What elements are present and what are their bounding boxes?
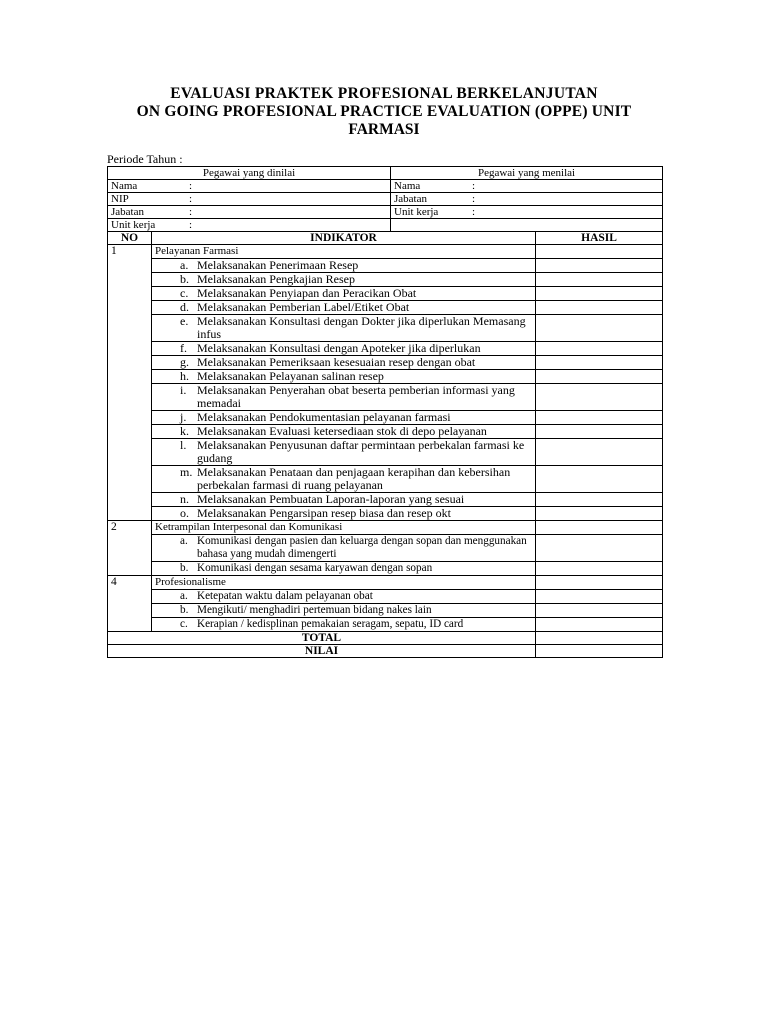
indicator-letter: i. — [180, 383, 187, 397]
indicator-letter: k. — [180, 424, 189, 438]
indicator-text: Mengikuti/ menghadiri pertemuan bidang nakes lain — [197, 604, 432, 616]
total-label: TOTAL — [108, 632, 536, 645]
indicator-text: Melaksanakan Penataan dan penjagaan kerapihan dan kebersihan perbekalan farmasi di ruang pelayanan — [197, 465, 511, 492]
info-row — [108, 180, 663, 193]
indicator-letter: l. — [180, 438, 187, 452]
indicator-text: Kerapian / kedisplinan pemakaian seragam, sepatu, ID card — [197, 618, 464, 630]
indicator-cell — [152, 411, 536, 425]
indicator-text: Melaksanakan Penyiapan dan Peracikan Obat — [197, 286, 417, 300]
indicator-cell — [152, 493, 536, 507]
indicator-text: Melaksanakan Pendokumentasian pelayanan farmasi — [197, 410, 451, 424]
info-left-label: Jabatan — [111, 206, 144, 218]
hasil-cell[interactable] — [536, 507, 663, 521]
indicator-row — [108, 356, 663, 370]
indicator-row — [108, 384, 663, 411]
indicator-text: Melaksanakan Pemeriksaan kesesuaian resep dengan obat — [197, 355, 476, 369]
indicator-cell — [152, 466, 536, 493]
indicator-letter: b. — [180, 272, 189, 286]
indicator-cell — [152, 301, 536, 315]
hasil-cell[interactable] — [536, 590, 663, 604]
indicator-row — [108, 590, 663, 604]
info-left-colon: : — [189, 219, 193, 231]
info-left-colon: : — [189, 180, 193, 192]
info-left — [108, 180, 391, 193]
hasil-cell[interactable] — [536, 245, 663, 259]
indicator-cell — [152, 370, 536, 384]
section-title: Pelayanan Farmasi — [152, 245, 536, 259]
indicator-row — [108, 507, 663, 521]
hasil-cell[interactable] — [536, 439, 663, 466]
indicator-row — [108, 439, 663, 466]
indicator-cell — [152, 259, 536, 273]
indicator-row — [108, 342, 663, 356]
header-menilai: Pegawai yang menilai — [391, 167, 663, 180]
hasil-cell[interactable] — [536, 521, 663, 535]
section-number: 2 — [108, 521, 152, 576]
column-header-indikator: INDIKATOR — [152, 232, 536, 245]
indicator-letter: c. — [180, 618, 188, 630]
info-left-label: NIP — [111, 193, 129, 205]
indicator-cell — [152, 315, 536, 342]
indicator-row — [108, 466, 663, 493]
hasil-cell[interactable] — [536, 273, 663, 287]
hasil-cell[interactable] — [536, 618, 663, 632]
hasil-cell[interactable] — [536, 370, 663, 384]
indicator-cell — [152, 535, 536, 562]
indicator-text: Melaksanakan Evaluasi ketersediaan stok di depo pelayanan — [197, 424, 487, 438]
info-left — [108, 193, 391, 206]
indicator-cell — [152, 384, 536, 411]
info-row — [108, 206, 663, 219]
indicator-text: Melaksanakan Penyusunan daftar permintaan perbekalan farmasi ke gudang — [197, 438, 525, 465]
indicator-letter: b. — [180, 604, 189, 616]
indicator-row — [108, 287, 663, 301]
indicator-letter: m. — [180, 465, 193, 479]
hasil-cell[interactable] — [536, 356, 663, 370]
header-dinilai: Pegawai yang dinilai — [108, 167, 391, 180]
hasil-cell[interactable] — [536, 604, 663, 618]
info-right-label: Nama — [394, 180, 421, 192]
document-title-line-2: ON GOING PROFESIONAL PRACTICE EVALUATION (OPPE) UNIT — [136, 103, 632, 120]
indicator-row — [108, 315, 663, 342]
document-title-line-3: FARMASI — [348, 121, 420, 138]
indicator-row — [108, 604, 663, 618]
indicator-text: Melaksanakan Pengarsipan resep biasa dan resep okt — [197, 506, 451, 520]
hasil-cell[interactable] — [536, 493, 663, 507]
section-row — [108, 521, 663, 535]
indicator-text: Komunikasi dengan sesama karyawan dengan sopan — [197, 562, 433, 574]
info-left-colon: : — [189, 206, 193, 218]
indicator-text: Melaksanakan Pengkajian Resep — [197, 272, 355, 286]
hasil-cell[interactable] — [536, 384, 663, 411]
hasil-cell[interactable] — [536, 315, 663, 342]
info-right — [391, 193, 663, 206]
info-left — [108, 206, 391, 219]
section-title: Profesionalisme — [152, 576, 536, 590]
indicator-cell — [152, 562, 536, 576]
indicator-row — [108, 562, 663, 576]
indicator-row — [108, 411, 663, 425]
indicator-cell — [152, 342, 536, 356]
indicator-letter: c. — [180, 286, 189, 300]
document-title-line-1: EVALUASI PRAKTEK PROFESIONAL BERKELANJUTAN — [170, 85, 598, 102]
indicator-row — [108, 425, 663, 439]
indicator-cell — [152, 287, 536, 301]
hasil-cell[interactable] — [536, 535, 663, 562]
hasil-cell[interactable] — [536, 576, 663, 590]
section-title: Ketrampilan Interpesonal dan Komunikasi — [152, 521, 536, 535]
indicator-letter: a. — [180, 590, 188, 602]
indicator-cell — [152, 273, 536, 287]
column-header-no: NO — [108, 232, 152, 245]
indicator-cell — [152, 356, 536, 370]
info-right — [391, 180, 663, 193]
indicator-letter: j. — [180, 410, 187, 424]
hasil-cell[interactable] — [536, 411, 663, 425]
nilai-label: NILAI — [108, 645, 536, 658]
indicator-cell — [152, 439, 536, 466]
info-left — [108, 219, 391, 232]
hasil-cell[interactable] — [536, 287, 663, 301]
hasil-cell[interactable] — [536, 301, 663, 315]
info-right-colon: : — [472, 206, 476, 218]
indicator-letter: e. — [180, 314, 189, 328]
section-row — [108, 576, 663, 590]
nilai-row — [108, 645, 663, 658]
hasil-cell[interactable] — [536, 425, 663, 439]
indicator-text: Melaksanakan Konsultasi dengan Dokter jika diperlukan Memasang infus — [197, 314, 526, 341]
indicator-cell — [152, 507, 536, 521]
indicator-cell — [152, 618, 536, 632]
info-right — [391, 219, 663, 232]
section-row — [108, 245, 663, 259]
indicator-row — [108, 535, 663, 562]
indicator-text: Komunikasi dengan pasien dan keluarga dengan sopan dan menggunakan bahasa yang mudah dimengerti — [197, 535, 527, 560]
info-right-colon: : — [472, 180, 476, 192]
indicator-row — [108, 273, 663, 287]
hasil-cell[interactable] — [536, 562, 663, 576]
indicator-text: Melaksanakan Konsultasi dengan Apoteker jika diperlukan — [197, 341, 481, 355]
column-header-hasil: HASIL — [536, 232, 663, 245]
total-value-cell[interactable] — [536, 632, 663, 645]
indicator-text: Ketepatan waktu dalam pelayanan obat — [197, 590, 373, 602]
info-left-label: Nama — [111, 180, 138, 192]
indicator-cell — [152, 604, 536, 618]
indicator-letter: f. — [180, 341, 187, 355]
info-row — [108, 193, 663, 206]
section-number: 4 — [108, 576, 152, 632]
indicator-text: Melaksanakan Pelayanan salinan resep — [197, 369, 384, 383]
indicator-letter: a. — [180, 535, 188, 547]
indicator-row — [108, 618, 663, 632]
total-row — [108, 632, 663, 645]
info-row — [108, 219, 663, 232]
indicator-text: Melaksanakan Pemberian Label/Etiket Obat — [197, 300, 410, 314]
indicator-letter: n. — [180, 492, 189, 506]
info-right-label: Jabatan — [394, 193, 427, 205]
section-number: 1 — [108, 245, 152, 521]
indicator-text: Melaksanakan Pembuatan Laporan-laporan yang sesuai — [197, 492, 465, 506]
evaluation-table — [107, 166, 663, 658]
nilai-value-cell[interactable] — [536, 645, 663, 658]
indicator-text: Melaksanakan Penyerahan obat beserta pemberian informasi yang memadai — [197, 383, 515, 410]
indicator-row — [108, 370, 663, 384]
info-right-colon: : — [472, 193, 476, 205]
indicator-letter: o. — [180, 506, 189, 520]
indicator-letter: d. — [180, 300, 189, 314]
indicator-letter: h. — [180, 369, 189, 383]
indicator-letter: g. — [180, 355, 189, 369]
indicator-cell — [152, 425, 536, 439]
indicator-letter: a. — [180, 258, 189, 272]
indicator-text: Melaksanakan Penerimaan Resep — [197, 258, 359, 272]
info-right — [391, 206, 663, 219]
periode-label: Periode Tahun : — [107, 152, 183, 166]
hasil-cell[interactable] — [536, 259, 663, 273]
info-left-colon: : — [189, 193, 193, 205]
info-right-label: Unit kerja — [394, 206, 439, 218]
indicator-row — [108, 301, 663, 315]
hasil-cell[interactable] — [536, 466, 663, 493]
indicator-row — [108, 259, 663, 273]
indicator-row — [108, 493, 663, 507]
hasil-cell[interactable] — [536, 342, 663, 356]
info-left-label: Unit kerja — [111, 219, 156, 231]
indicator-letter: b. — [180, 562, 189, 574]
indicator-cell — [152, 590, 536, 604]
